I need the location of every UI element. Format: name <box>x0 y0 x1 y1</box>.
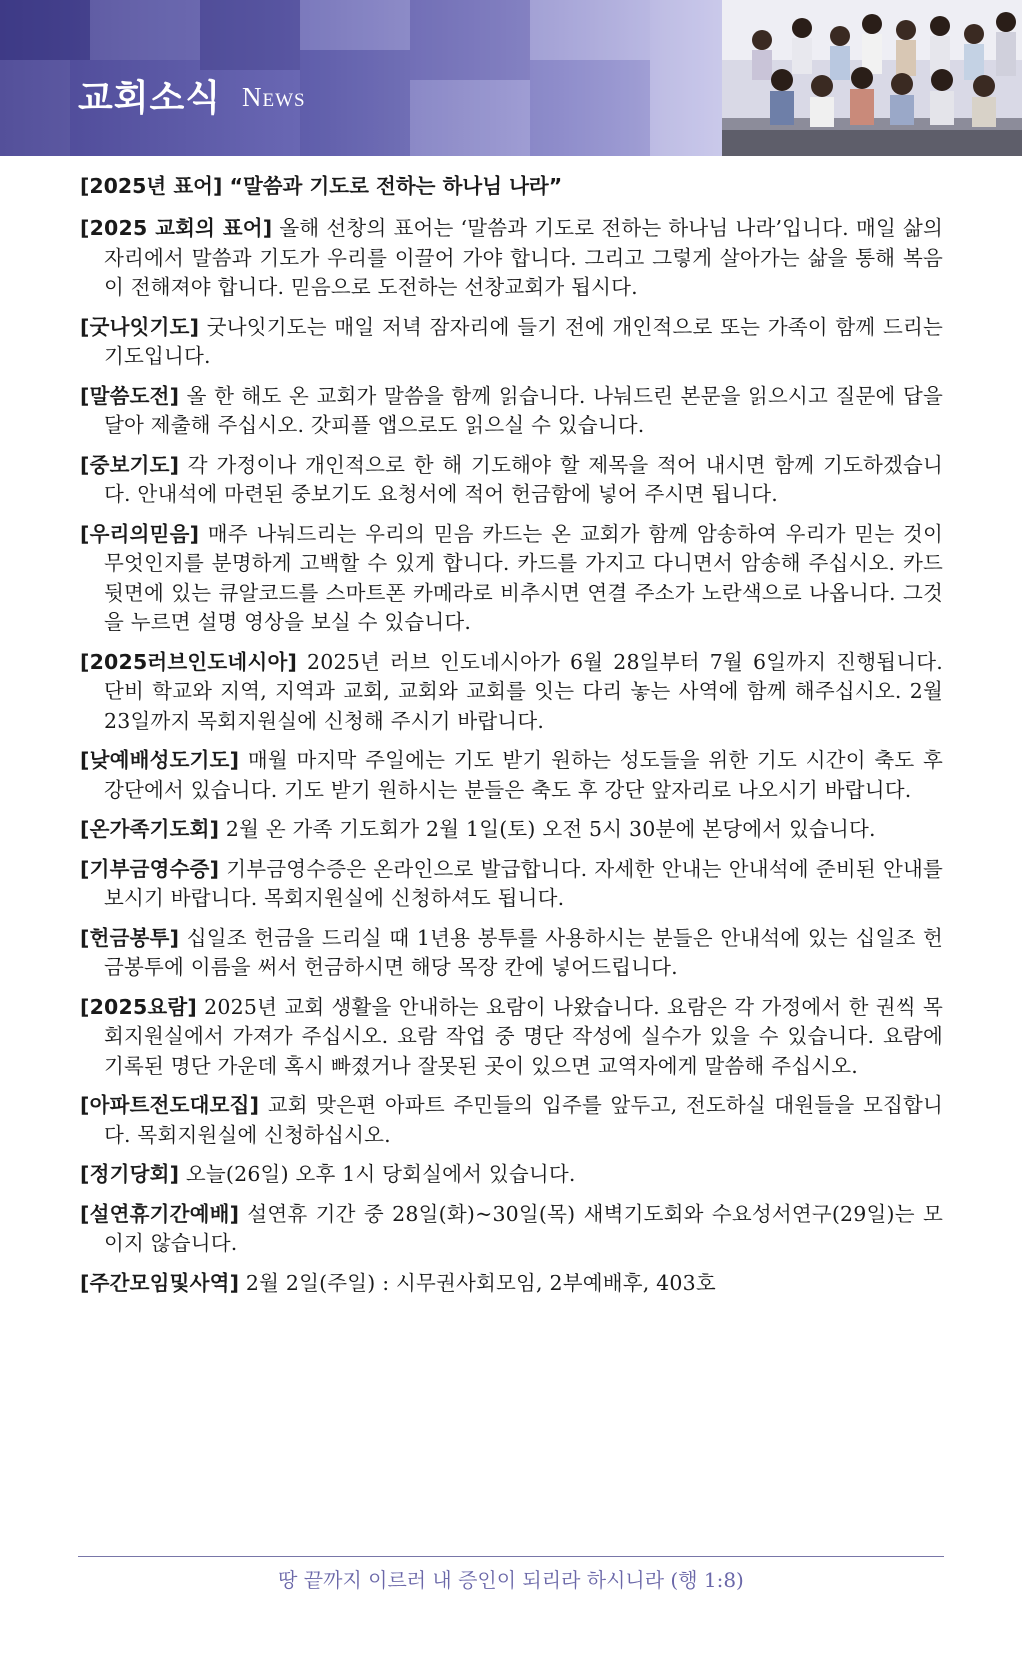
news-item <box>80 520 943 638</box>
news-item-text: 각 가정이나 개인적으로 한 해 기도해야 할 제목을 적어 내시면 함께 기도하겠습니다. 안내석에 마련된 중보기도 요청서에 적어 헌금함에 넣어 주시면 됩니다. <box>104 452 943 506</box>
annual-motto: [2025년 표어] “말씀과 기도로 전하는 하나님 나라” <box>80 174 563 198</box>
news-item-text: 매주 나눠드리는 우리의 믿음 카드는 온 교회가 함께 암송하여 우리가 믿는 것이 무엇인지를 분명하게 고백할 수 있게 합니다. 카드를 가지고 다니면서 암송해 주십시오. 카드 뒷면에 있는 큐알코드를 스마트폰 카메라로 비추시면 연결 주소가 노란색으로 나옵니다. 그것을 누르면 설명 영상을 보실 수 있습니다. <box>104 521 943 634</box>
footer-divider <box>78 1556 944 1557</box>
news-item-text: 교회 맞은편 아파트 주민들의 입주를 앞두고, 전도하실 대원들을 모집합니다. 목회지원실에 신청하십시오. <box>104 1093 943 1147</box>
news-item-text: 2월 2일(주일) : 시무권사회모임, 2부예배후, 403호 <box>239 1270 716 1295</box>
news-item-label: [설연휴기간예배] <box>80 1201 240 1226</box>
news-item-label: [아파트전도대모집] <box>80 1093 260 1117</box>
news-item <box>80 1269 943 1299</box>
news-item-label: [중보기도] <box>80 452 180 477</box>
news-item-label: [2025러브인도네시아] <box>80 649 298 674</box>
news-item-text: 굿나잇기도는 매일 저녁 잠자리에 들기 전에 개인적으로 또는 가족이 함께 드리는 기도입니다. <box>104 314 943 368</box>
header-tile <box>300 0 410 50</box>
news-list <box>80 214 943 1298</box>
news-item-label: [온가족기도회] <box>80 817 220 841</box>
news-item-text: 2025년 러브 인도네시아가 6월 28일부터 7월 6일까지 진행됩니다. 단비 학교와 지역, 지역과 교회, 교회와 교회를 잇는 다리 놓는 사역에 함께 해주십시오. 2월 23일까지 목회지원실에 신청해 주시기 바랍니다. <box>104 649 943 733</box>
news-item <box>80 815 943 845</box>
news-content <box>80 172 943 1308</box>
header-tile <box>200 0 300 70</box>
news-item-label: [우리의믿음] <box>80 521 200 546</box>
news-item-label: [굿나잇기도] <box>80 314 200 339</box>
news-item-label: [낮예배성도기도] <box>80 748 240 772</box>
news-item <box>80 214 943 303</box>
news-item-label: [말씀도전] <box>80 383 180 408</box>
news-item-label: [기부금영수증] <box>80 856 220 881</box>
header-tile <box>530 60 650 156</box>
header-tile <box>410 0 530 80</box>
news-item <box>80 648 943 737</box>
header-tile <box>410 80 530 156</box>
header-tile <box>0 0 90 60</box>
news-item <box>80 993 943 1082</box>
news-item-text: 기부금영수증은 온라인으로 발급합니다. 자세한 안내는 안내석에 준비된 안내를 보시기 바랍니다. 목회지원실에 신청하셔도 됩니다. <box>104 856 943 910</box>
news-item-text: 2월 온 가족 기도회가 2월 1일(토) 오전 5시 30분에 본당에서 있습니다. <box>219 817 876 841</box>
news-item <box>80 746 943 805</box>
news-item-text: 오늘(26일) 오후 1시 당회실에서 있습니다. <box>179 1162 576 1186</box>
header-tile <box>90 0 200 60</box>
header-tile <box>300 50 410 156</box>
news-item <box>80 451 943 510</box>
news-item-text: 2025년 교회 생활을 안내하는 요람이 나왔습니다. 요람은 각 가정에서 한 권씩 목회지원실에서 가져가 주십시오. 요람 작업 중 명단 작성에 실수가 있을 수 있습니다. 요람에 기록된 명단 가운데 혹시 빠졌거나 잘못된 곳이 있으면 교역자에게 말씀해 주십시오. <box>104 994 943 1078</box>
page-title: 교회소식 <box>78 78 222 119</box>
header-tile <box>0 60 70 156</box>
news-item-label: [2025요람] <box>80 994 197 1019</box>
header-tile <box>530 0 650 60</box>
header-tile <box>650 0 730 156</box>
news-item-text: 올 한 해도 온 교회가 말씀을 함께 읽습니다. 나눠드린 본문을 읽으시고 질문에 답을 달아 제출해 주십시오. 갓피플 앱으로도 읽으실 수 있습니다. <box>104 383 943 437</box>
news-item-text: 올해 선창의 표어는 ‘말씀과 기도로 전하는 하나님 나라’입니다. 매일 삶의 자리에서 말씀과 기도가 우리를 이끌어 가야 합니다. 그리고 그렇게 살아가는 삶을 통해 복음이 전해져야 합니다. 믿음으로 도전하는 선창교회가 됩시다. <box>104 216 943 299</box>
news-item <box>80 924 943 983</box>
footer-verse: 땅 끝까지 이르러 내 증인이 되리라 하시니라 (행 1:8) <box>278 1568 744 1592</box>
news-item-label: [정기당회] <box>80 1162 180 1186</box>
news-header <box>0 0 1022 156</box>
news-item <box>80 382 943 441</box>
news-item-text: 매월 마지막 주일에는 기도 받기 원하는 성도들을 위한 기도 시간이 축도 후 강단에서 있습니다. 기도 받기 원하시는 분들은 축도 후 강단 앞자리로 나오시기 바랍니다. <box>104 748 943 802</box>
page-subtitle: News <box>242 82 306 112</box>
news-item <box>80 313 943 372</box>
news-item <box>80 1200 943 1259</box>
news-item <box>80 855 943 914</box>
news-item-label: [2025 교회의 표어] <box>80 216 273 240</box>
news-item-text: 십일조 헌금을 드리실 때 1년용 봉투를 사용하시는 분들은 안내석에 있는 십일조 헌금봉투에 이름을 써서 헌금하시면 해당 목장 칸에 넣어드립니다. <box>104 925 943 979</box>
news-item-label: [헌금봉투] <box>80 925 180 950</box>
group-photo <box>722 0 1022 156</box>
news-item <box>80 1160 943 1190</box>
news-item <box>80 1091 943 1150</box>
news-item-text: 설연휴 기간 중 28일(화)~30일(목) 새벽기도회와 수요성서연구(29일)는 모이지 않습니다. <box>104 1201 943 1255</box>
news-item-label: [주간모임및사역] <box>80 1270 240 1295</box>
